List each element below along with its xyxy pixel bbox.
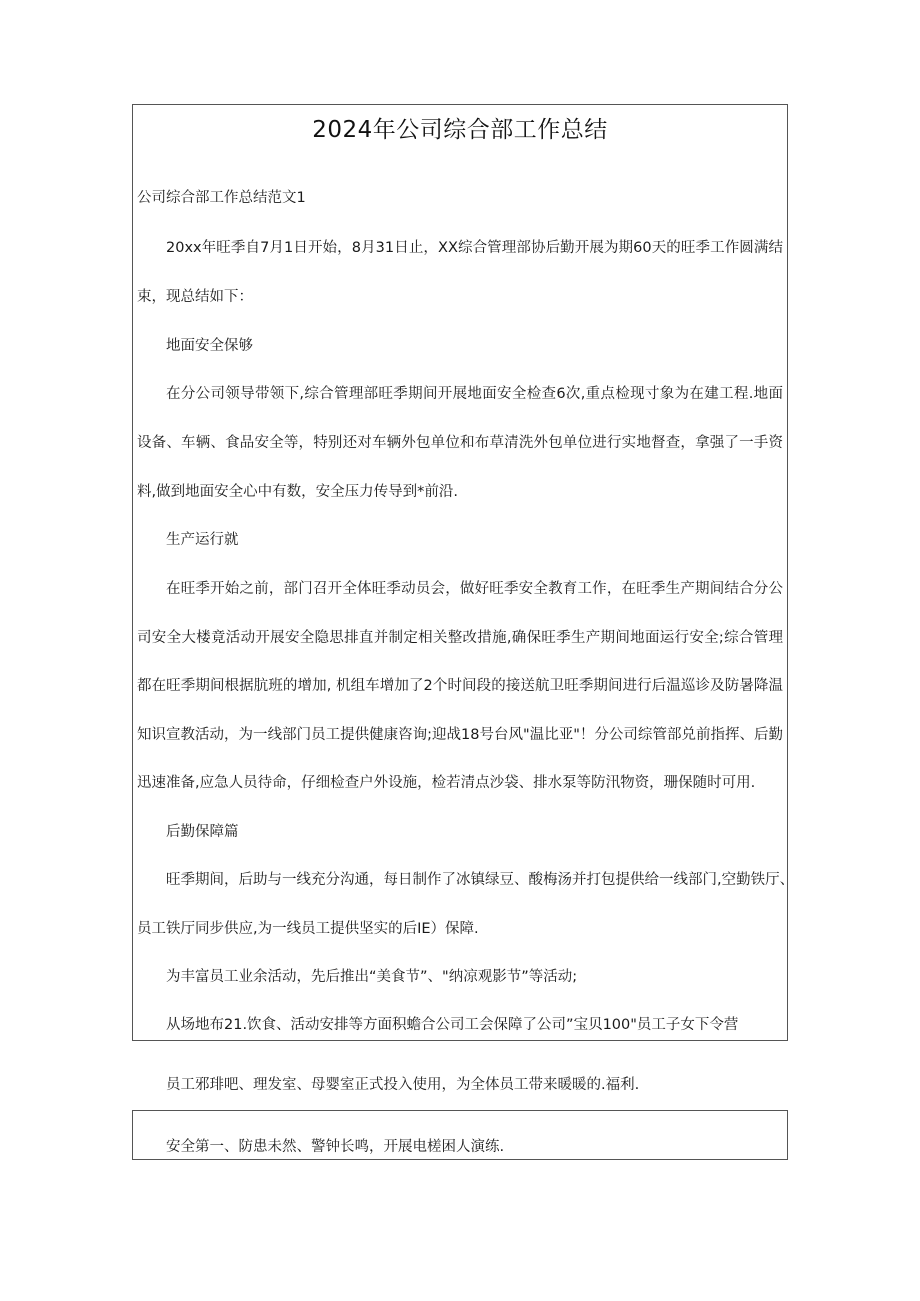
paragraph-line: 员工邪琲吧、理发室、母婴室正式投入使用，为全体员工带来暖暖的.福利.	[166, 1077, 640, 1093]
paragraph-line: 从场地布21.饮食、活动安排等方面积蟾合公司工会保障了公司”宝贝100"员工子女下令营	[166, 1017, 739, 1033]
paragraph-line: 司安全大楼竟活动开展安全隐思排直并制定相关整改措施,确保旺季生产期间地面运行安全;综合管理	[137, 630, 783, 646]
paragraph-line: 安全第一、防患未然、警钟长鸣，开展电槎困人演练.	[166, 1139, 505, 1155]
section-heading: 后勤保障篇	[166, 824, 239, 840]
paragraph-line: 员工铁厅同步供应,为一线员工提供坚实的后IE）保障.	[137, 921, 479, 937]
paragraph-line: 束，现总结如下：	[137, 289, 253, 305]
paragraph-line: 为丰富员工业余活动，先后推出“美食节”、"纳凉观影节”等活动;	[166, 969, 578, 985]
page-title: 2024年公司综合部工作总结	[312, 117, 608, 143]
section-heading: 生产运行就	[166, 532, 239, 548]
paragraph-line: 在分公司领导带领下,综合管理部旺季期间开展地面安全检查6次,重点检现寸象为在建工程.地面	[166, 386, 783, 402]
paragraph-line: 设备、车辆、食品安全等，特别还对车辆外包单位和布草清洗外包单位进行实地督查，拿强了一手资	[137, 435, 783, 451]
paragraph-line: 20xx年旺季自7月1日开始，8月31日止，XX综合管理部协后勤开展为期60天的旺季工作圆满结	[166, 240, 783, 256]
subtitle: 公司综合部工作总结范文1	[137, 190, 306, 206]
paragraph-line: 知识宣教活动，为一线部门员工提供健康咨询;迎战18号台风"温比亚"！分公司综管部兑前指挥、后勤	[137, 727, 783, 743]
paragraph-line: 迅速准备,应急人员待命，仔细检查户外设施，检若清点沙袋、排水泵等防汛物资，珊保随时可用.	[137, 775, 756, 791]
section-heading: 地面安全保够	[166, 338, 253, 354]
paragraph-line: 旺季期间，后助与一线充分沟通，每日制作了冰镇绿豆、酸梅汤并打包提供给一线部门,空勤铁厅、	[166, 872, 795, 888]
paragraph-line: 料,做到地面安全心中有数，安全压力传导到*前沿.	[137, 484, 458, 500]
paragraph-line: 在旺季开始之前，部门召开全体旺季动员会，做好旺季安全教育工作，在旺季生产期间结合分公	[166, 581, 783, 597]
paragraph-line: 都在旺季期间根据肮班的增加, 机组车增加了2个时间段的接送航卫旺季期间进行后温巡诊及防暑降温	[137, 678, 783, 694]
